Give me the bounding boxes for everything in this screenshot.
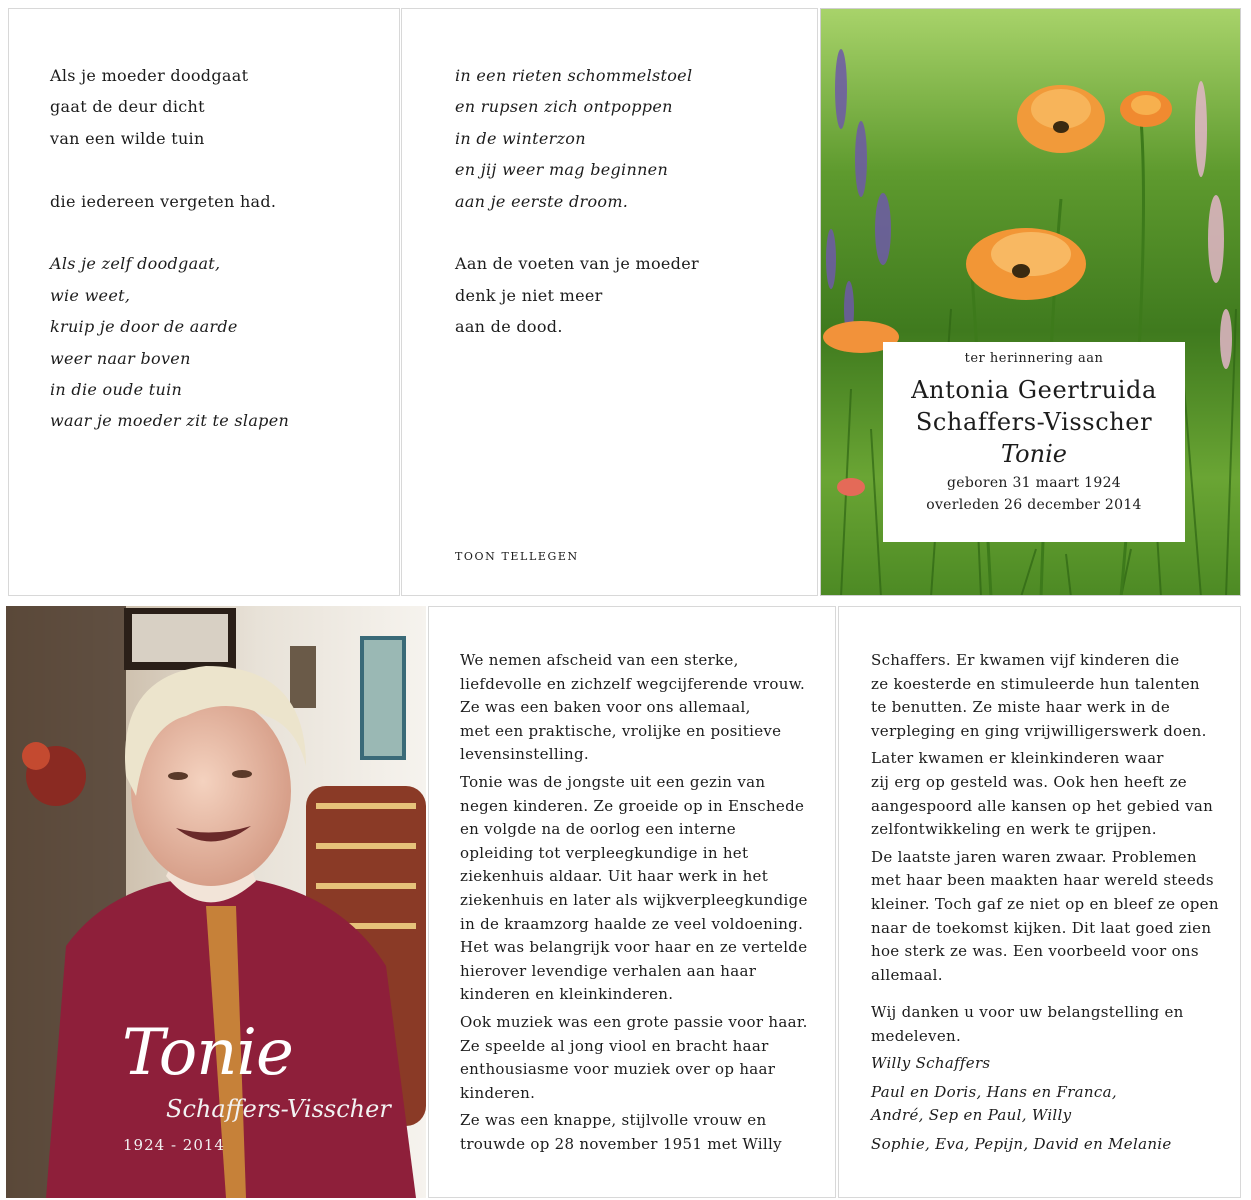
birth-date: geboren 31 maart 1924 — [946, 475, 1121, 491]
poem-line: Als je moeder doodgaat — [50, 66, 249, 85]
eulogy-paragraph — [871, 747, 1219, 841]
deceased-nickname: Tonie — [1001, 440, 1067, 468]
poem-panel-middle — [401, 8, 818, 596]
eulogy-line: ziekenhuis en later als wijkverpleegkundige — [460, 890, 808, 909]
deceased-name-line2: Schaffers-Visscher — [915, 408, 1153, 436]
poem-line: van een wilde tuin — [50, 128, 205, 148]
cover-panel — [820, 8, 1241, 596]
eulogy-text-middle — [460, 649, 808, 1160]
eulogy-line: We nemen afscheid van een sterke, — [460, 651, 739, 669]
eulogy-line: kleiner. Toch gaf ze niet op en bleef ze open — [871, 894, 1219, 913]
eulogy-text-right — [871, 649, 1219, 991]
thanks-line: Wij danken u voor uw belangstelling en — [871, 1003, 1184, 1021]
poem-line: waar je moeder zit te slapen — [50, 411, 290, 431]
eulogy-line: in de kraamzorg haalde ze veel voldoening. — [460, 914, 804, 933]
eulogy-line: Ze speelde al jong viool en bracht haar — [460, 1036, 769, 1055]
death-date: overleden 26 december 2014 — [926, 497, 1142, 513]
eulogy-line: met een praktische, vrolijke en positieve — [460, 721, 782, 740]
eulogy-line: Het was belangrijk voor haar en ze vertelde — [460, 938, 808, 957]
eulogy-line: kinderen. — [460, 1083, 536, 1102]
poem-line: en jij weer mag beginnen — [455, 160, 669, 180]
poem-line: en rupsen zich ontpoppen — [455, 97, 673, 117]
eulogy-line: levensinstelling. — [460, 745, 589, 764]
eulogy-line: zelfontwikkeling en werk te grijpen. — [871, 820, 1157, 839]
deceased-name-line1: Antonia Geertruida — [911, 376, 1157, 404]
poem-stanzas-middle — [455, 60, 699, 343]
eulogy-line: hoe sterk ze was. Een voorbeeld voor ons — [871, 942, 1199, 961]
eulogy-line: allemaal. — [871, 965, 943, 984]
eulogy-paragraph — [460, 1109, 808, 1156]
family-line: Willy Schaffers — [871, 1054, 991, 1073]
memorial-name-card — [883, 342, 1185, 542]
eulogy-line: naar de toekomst kijken. Dit laat goed zien — [871, 918, 1212, 937]
eulogy-line: ziekenhuis aldaar. Uit haar werk in het — [460, 867, 769, 886]
eulogy-line: aangespoord alle kansen op het gebied van — [871, 796, 1214, 815]
family-line: André, Sep en Paul, Willy — [871, 1106, 1072, 1125]
eulogy-line: Tonie was de jongste uit een gezin van — [460, 772, 766, 791]
eulogy-paragraph — [460, 1011, 808, 1105]
poem-line: in een rieten schommelstoel — [455, 66, 693, 85]
eulogy-line: Ook muziek was een grote passie voor haar. — [460, 1012, 808, 1031]
poem-line: aan de dood. — [455, 317, 563, 337]
thanks-block — [871, 1001, 1184, 1161]
overlay-first-name: Tonie — [122, 1016, 293, 1090]
eulogy-line: met haar been maakten haar wereld steeds — [871, 871, 1214, 890]
eulogy-line: en volgde na de oorlog een interne — [460, 820, 736, 839]
eulogy-line: trouwde op 28 november 1951 met Willy — [460, 1134, 782, 1153]
eulogy-line: Later kwamen er kleinkinderen waar — [871, 749, 1164, 768]
eulogy-line: kinderen en kleinkinderen. — [460, 985, 674, 1004]
eulogy-line: liefdevolle en zichzelf wegcijferende vrouw. — [460, 674, 806, 693]
overlay-years: 1924 - 2014 — [123, 1136, 225, 1154]
poem-line: die iedereen vergeten had. — [50, 191, 277, 211]
poem-stanzas-left — [50, 60, 289, 437]
portrait-photo — [6, 606, 426, 1198]
eulogy-line: negen kinderen. Ze groeide op in Enschede — [460, 796, 805, 815]
poem-line: denk je niet meer — [455, 285, 603, 305]
eulogy-line: opleiding tot verpleegkundige in het — [460, 843, 749, 862]
eulogy-line: De laatste jaren waren zwaar. Problemen — [871, 847, 1197, 866]
eulogy-line: zij erg op gesteld was. Ook hen heeft ze — [871, 772, 1187, 791]
memorial-intro: ter herinnering aan — [964, 351, 1104, 366]
poem-line: wie weet, — [50, 285, 131, 305]
poem-line: in de winterzon — [455, 128, 586, 148]
poem-line: kruip je door de aarde — [50, 317, 238, 337]
poem-panel-left — [8, 8, 400, 596]
eulogy-panel-right — [838, 606, 1241, 1198]
eulogy-line: ze koesterde en stimuleerde hun talenten — [871, 674, 1200, 693]
portrait-panel — [6, 606, 426, 1198]
poem-author: TOON TELLEGEN — [455, 550, 579, 563]
eulogy-line: Ze was een baken voor ons allemaal, — [460, 698, 751, 717]
eulogy-panel-middle — [428, 606, 836, 1198]
eulogy-line: hierover levendige verhalen aan haar — [460, 961, 757, 980]
poem-line: in die oude tuin — [50, 380, 183, 400]
eulogy-paragraph — [871, 846, 1219, 988]
family-line: Sophie, Eva, Pepijn, David en Melanie — [871, 1134, 1172, 1153]
eulogy-paragraph — [460, 771, 808, 1007]
eulogy-paragraph — [871, 649, 1219, 743]
eulogy-line: te benutten. Ze miste haar werk in de — [871, 698, 1171, 717]
eulogy-line: Ze was een knappe, stijlvolle vrouw en — [460, 1111, 767, 1130]
poem-line: Als je zelf doodgaat, — [50, 254, 221, 274]
poem-line: aan je eerste droom. — [455, 191, 629, 211]
garden-photo — [821, 9, 1240, 595]
eulogy-line: verpleging en ging vrijwilligerswerk doen. — [871, 721, 1207, 740]
family-line: Paul en Doris, Hans en Franca, — [871, 1082, 1117, 1101]
poem-line: weer naar boven — [50, 348, 191, 368]
poem-line: gaat de deur dicht — [50, 97, 205, 117]
eulogy-paragraph — [460, 649, 808, 767]
eulogy-line: enthousiasme voor muziek over op haar — [460, 1060, 776, 1079]
thanks-line: medeleven. — [871, 1026, 962, 1045]
overlay-surname: Schaffers-Visscher — [166, 1095, 391, 1123]
eulogy-line: Schaffers. Er kwamen vijf kinderen die — [871, 651, 1180, 669]
poem-line: Aan de voeten van je moeder — [455, 254, 699, 274]
